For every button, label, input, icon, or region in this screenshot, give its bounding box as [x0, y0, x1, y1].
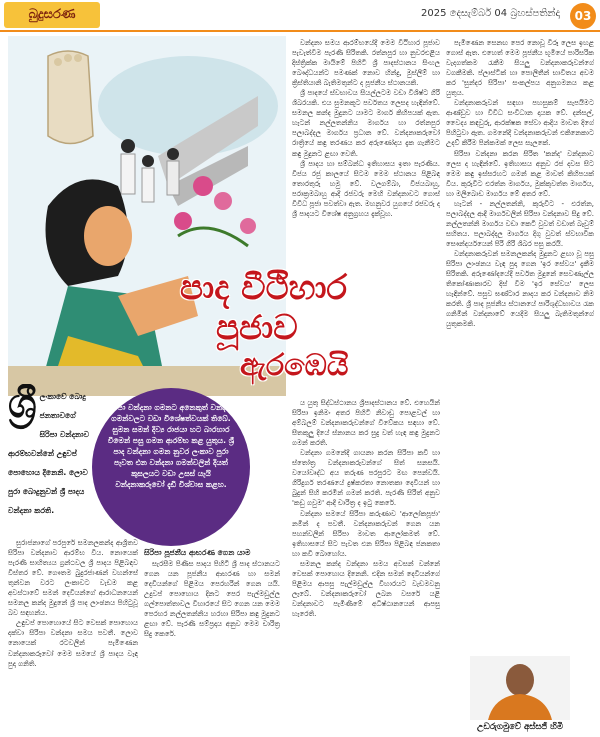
- pull-quote-text: සිරිපා වන්දනා ගමනට අනෙකුත් වන්දනා ගමන්වලට වඩා විශේෂත්වයක් තිබේ. සුමන සමන් දිව්‍ය රාජයා හට බාරහාර වීමෙන් පසු ගමන ආරම්භ කළ යුතුය. ශ්‍රී පාද වන්දනා ගමන නුවර ලංකාව පුරා පැවත එන වන්දනා ගමන්වලින් දියත් කුසලයට වඩා උසස් යැයි වන්දනාකරුවෝ දැඩි විශ්වාස කළහ.: [107, 403, 235, 489]
- intro-text: ලංකාවේ බොදු ජනතාවගේ සිරිපා වන්දනාව ආරම්භවන්නේ උඳුවප් පොහොය දිනෙනි. ලොව පුරා බොදුනුවන් ශ්‍රී පාදය වන්දනා කරති.: [8, 392, 90, 515]
- article-column-3: [292, 38, 440, 276]
- column-paragraph: සමනල කන්ද වන්දනා සමය අවසන් වන්නේ වෙසක් පොහොය දිනෙනි. එදින සමන් දෙවියන්ගේ පිළිමය ආපසු පැල්මඩුල්ල විහාරයට වැඩමවනු ලැබේ. වන්දනාකරුවෝ ලබන වසරේ යළි වන්දනාවට පැමිණීමේ අධිෂ්ඨානයෙන් ආපසු හැරෙති.: [292, 559, 440, 618]
- column-paragraph: ය යුතු සිද්ධස්ථානය ශ්‍රීපාදස්ථානය වේ. එහෙයින් සිරිපා ඉනිමං අතර පිහිටි නිවාඩු පොළවල් හා අම්බලම් වන්දනාකරුවන්ගේ විවේකය සඳහා වේ. සීතකුලු දියේ ස්නානය කර සුදු වත් හැඳ කඳු මුදුනට ගමන් කරති.: [292, 399, 440, 448]
- author-byline: උඩරුගමුවේ අස්සජි හිමි: [477, 722, 563, 732]
- author-photo: [470, 656, 570, 720]
- column-subheading: සිරිපා පූජනීය ආභරණ ගෙන යාම: [144, 548, 251, 557]
- masthead-title: බුදුසරණ: [28, 7, 76, 22]
- column-paragraph: හැටන් - නල්ලතන්නි, කුරුවිට - එරත්න, පලාබද්දල ආදී මාර්ගවලින් සිරිපා වන්දනාව සිදු වේ. නල්ලතන්නි මාර්ගය වඩා කෙටි වුවත් වඩාත් බෑවුම් සහිතය. පලාබද්දල මාර්ගය දිගු වුවත් ස්වභාවික සෞන්දර්යයෙන් පිරි ගිරි ශිඛර පසු කරයි.: [446, 199, 594, 248]
- column-paragraph: පැමිණෙන සෙනඟ පෙර නොවූ විරූ ලෙස ඉහළ ගොස් ඇත. එහෙත් මෙම පූජනීය භූමියේ පාරිසරික වැදගත්කම රැකීම සියලු වන්දනාකරුවන්ගේ වගකීමකි. ප්ලාස්ටික් හා පොලිතීන් භාවිතය අවම කර 'සුන්දර සිරිපා' සංකල්පය අනුගමනය කළ යුතුය.: [446, 39, 594, 98]
- article-column-3-lower: [292, 398, 440, 732]
- article-column-1: [8, 538, 138, 732]
- column-paragraph: වන්දනාකරුවන් සඳහා පහසුකම් සැපයීමට ආණ්ඩුව හා විවිධ සංවිධාන දායක වේ. දන්සල්, වෛද්‍ය කඳවුරු, ආරක්ෂක සේවා ආදිය මාවත දිගේ පිහිටුවා ඇත. ගමනේදී වන්දනාකරුවන් එකිනෙකාට උදව් කිරීම පින්කමක් ලෙස සැලකේ.: [446, 99, 594, 148]
- column-paragraph: වන්දනා සමය ආරම්භයේදී මෙම වීථිහාර පූජාව පැවැත්වීම පැරණි සිරිතකි. රත්නපුර හා නුවරඑළිය දිස්ත්‍රික්ක මායිමේ පිහිටි ශ්‍රී පාදස්ථානය සිංහල බෞද්ධයන්ට පමණක් නොව හින්දු, මුස්ලිම් හා ක්‍රිස්තියානි බැතිමතුන්ට ද පූජනීය ස්ථානයකි.: [292, 39, 440, 88]
- column-paragraph: ශ්‍රී පාදය හා සම්බන්ධ ඉතිහාසය ඉතා පැරණිය. විජය රජු කාලයේ සිටම මෙම ස්ථානය පිළිබඳ තොරතුරු හමු වේ. වලගම්බා, විජයබාහු, පරාක්‍රමබාහු ආදී රජවරු මෙහි වන්දනාවට ගොස් විවිධ පූජා පවත්වා ඇත. මහනුවර යුගයේ රජවරු ද ශ්‍රී පාදයට විශේෂ අනුග්‍රහය දැක්වූහ.: [292, 159, 440, 218]
- column-paragraph: වන්දනා සමයේ සිරිපා කරුණාව 'ආලෝකපූජා' නමින් ද පවතී. වන්දනාකරුවන් ගෙන යන පහන්වලින් සිරිපා මාවත ආලෝකමත් වේ. ඉතිහාසයේ සිට පැවත එන සිරිපා පිළිබඳ ජනකතා හා කවි බොහෝය.: [292, 509, 440, 558]
- title-line-2: පූජාව: [216, 308, 298, 348]
- newspaper-masthead: [4, 2, 100, 28]
- article-title: [180, 268, 360, 388]
- column-paragraph: සිරිපා වන්දනා කරන සිරිත 'කන්ද' වන්දනාව ලෙස ද හැඳින්වේ. ඉතිහාසය අනුව රජ දවස සිට මෙම කඳු ඉස්සරහට ගමන් කළ මාවත් කිහිපයක් විය. කුරුවිට එරත්න මාර්ගය, මුක්කුවත්ත මාර්ගය, හා මලිබොඩ මාර්ගය මේ අතර වේ.: [446, 149, 594, 198]
- author-portrait-svg: [470, 656, 570, 720]
- column-paragraph: වන්දනා ගමනේදී ගායනා කරන සිරිපා කවි හා ස්තෝත්‍ර වන්දනාකරුවන්ගේ සිත් සනසයි. වයෝවෘද්ධ අය තරුණ පරපුරට මඟ පෙන්වයි. ගිරිදුර්ග තරණයේ දුෂ්කරතා නොතකා දෙවියන් හා බුදුන් සිහි කරමින් ගමන් කරති. පැරණි සිරිත් අනුව 'කඩු ගවුම' ආදී චාරිත්‍ර ද ඉටු කෙරේ.: [292, 449, 440, 508]
- column-paragraph: වන්දනාකරුවන් සමනලකන්ද මුදුනට ළඟා වූ පසු සිරිපා ලාංඡනය වැඳ පුදා ගෙන 'ඉර සේවය' දැකීම සිරිතකි. අරුණෝදයේදී පර්වත මුදුනේ සෙවණැල්ල තිකෝණාකාරව දිස් වීම 'ඉර සේවය' ලෙස හැඳින්වේ. පසුව ඝණ්ටාර නාදය කර වන්දනාව නිම කරති. ශ්‍රී පාද පූජනීය ස්ථානයේ පාරිශුද්ධභාවය රැක ගනිමින් වන්දනාවේ යෙදීම සියලු බැතිමතුන්ගේ යුතුකමකි.: [446, 249, 594, 329]
- pull-quote-circle: [92, 388, 250, 546]
- title-line-3: ඇරඹෙයි: [240, 348, 349, 383]
- issue-date: 2025 දෙසැම්බර් 04 බ්‍රහස්පතින්දා: [421, 8, 560, 19]
- article-column-2: [144, 548, 280, 732]
- column-paragraph: ශ්‍රී පාදයේ ස්වභාවය සියල්ලටම වඩා විශිෂ්ට ගිරි ශිඛරයකි. එය සුමනකූට පර්වතය ලෙසද හැඳින්වේ. සමනල කන්ද මුදුනට යාමට මාර්ග කිහිපයක් ඇත. හැටන් නල්ලතන්නිය මාර්ගය හා රත්නපුර පලාබද්දල මාර්ගය ප්‍රධාන වේ. වන්දනාකරුවෝ රාත්‍රියේ කඳු තරණය කර අරුණෝදය දැක ගැනීමට කඳු මුදුනට ළඟා වෙති.: [292, 89, 440, 158]
- title-line-1: පාද වීථිහාර: [180, 268, 348, 308]
- column-paragraph: සැරසීම පිණිස පාදය පිහිටි ශ්‍රී පාද ස්ථානයට ගෙන යන පූජනීය ආභරණ හා සමන් දෙවියන්ගේ පිළිමය පෙරහරින් ගෙන යයි. උදුවප් පොහොය දිනට පෙර පැල්මඩුල්ල ගල්පොත්තාවල විහාරයේ සිට ගෙන යන මෙම පෙරහර නල්ලතන්නිය හරහා සිරිපා කඳු මුදුනට ළඟා වේ. පැරණි සම්ප්‍රදාය අනුව මෙම චාරිත්‍ර සිදු කෙරේ.: [144, 559, 280, 638]
- page-header: [0, 0, 600, 32]
- article-column-4: [446, 38, 594, 650]
- column-paragraph: උඳුවප් පොහොයේ සිට වෙසක් පොහොය දක්වා සිරිපා වන්දනා සමය පවතී. ලොව නොයෙක් රටවලින් පැමිණෙන වන්දනාකරුවෝ මෙම සමයේ ශ්‍රී පාදය වැඳ පුදා ගනිති.: [8, 619, 138, 668]
- intro-paragraph: [8, 384, 92, 534]
- drop-cap: ශ්‍රී: [8, 384, 37, 427]
- column-paragraph: සුරාජනාගේ පරපුරේ සමනලකන්ද ආශ්‍රිතව සිරිපා වන්දනාව ආරම්භ විය. නොයෙක් පැරණි සාහිත්‍යය ග්‍රන්ථවල ශ්‍රී පාදය පිළිබඳව විස්තර වේ. ගෞතම බුදුරජාණන් වහන්සේ තුන්වන වරට ලංකාවට වැඩම කළ අවස්ථාවේ සමන් දෙවියන්ගේ ආරාධනයෙන් සමනල කන්ද මුදුනේ ශ්‍රී පාද ලාංඡනය පිහිටුවූ බව සඳහන්ය.: [8, 539, 138, 618]
- page-number-badge: 03: [570, 3, 596, 29]
